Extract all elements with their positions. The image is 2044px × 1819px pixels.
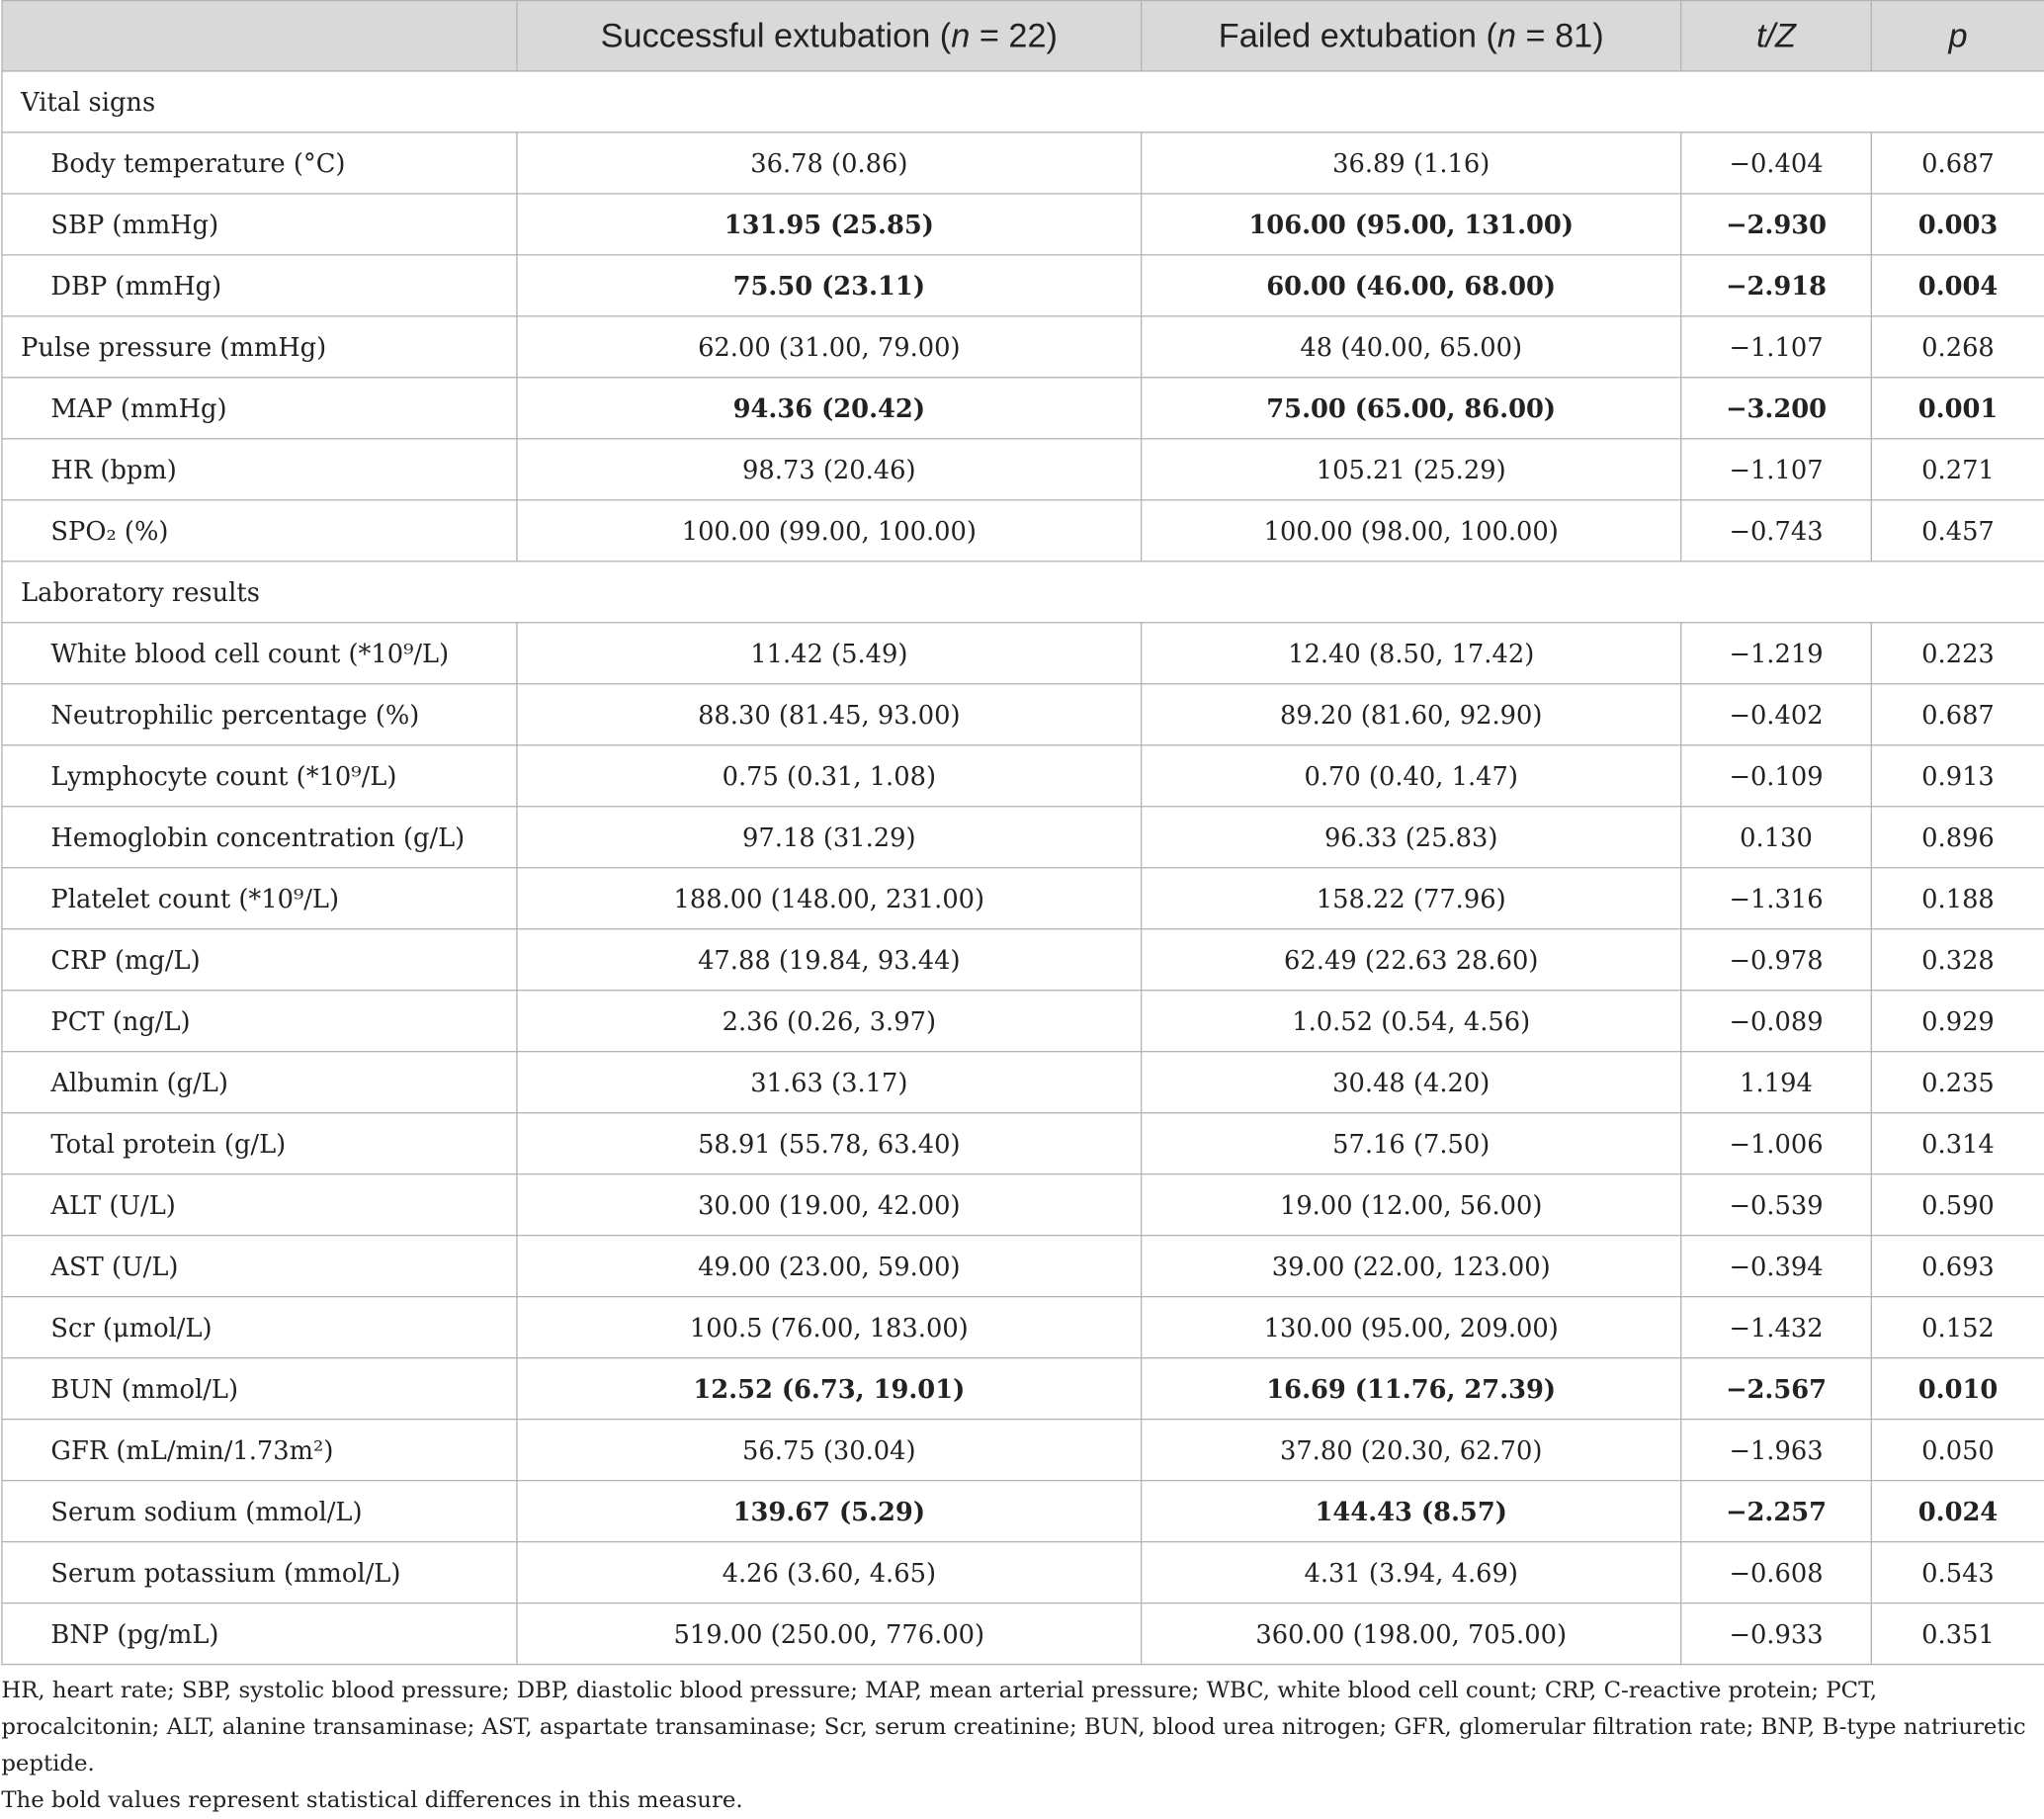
failed-value: 158.22 (77.96) [1142,868,1681,929]
p-value: 0.010 [1871,1358,2044,1420]
p-value: 0.050 [1871,1420,2044,1481]
section-row [2,71,2044,132]
table-row [2,623,2044,684]
failed-value: 360.00 (198.00, 705.00) [1142,1603,1681,1665]
p-value: 0.314 [1871,1113,2044,1174]
failed-value: 100.00 (98.00, 100.00) [1142,500,1681,562]
row-label: Serum sodium (mmol/L) [2,1481,517,1542]
successful-value: 519.00 (250.00, 776.00) [517,1603,1142,1665]
tz-value: −0.109 [1681,745,1872,807]
tz-value: −1.107 [1681,316,1872,378]
tz-value: −2.930 [1681,194,1872,255]
tz-value: −0.933 [1681,1603,1872,1665]
tz-value: −0.394 [1681,1236,1872,1297]
row-label: Albumin (g/L) [2,1052,517,1113]
tz-value: −2.918 [1681,255,1872,316]
failed-value: 144.43 (8.57) [1142,1481,1681,1542]
row-label: Pulse pressure (mmHg) [2,316,517,378]
successful-value: 62.00 (31.00, 79.00) [517,316,1142,378]
tz-value: −2.257 [1681,1481,1872,1542]
p-value: 0.024 [1871,1481,2044,1542]
row-label: ALT (U/L) [2,1174,517,1236]
header-empty [2,1,517,71]
successful-value: 100.5 (76.00, 183.00) [517,1297,1142,1358]
successful-value: 100.00 (99.00, 100.00) [517,500,1142,562]
row-label: DBP (mmHg) [2,255,517,316]
row-label: MAP (mmHg) [2,378,517,439]
header-successful: Successful extubation (n = 22) [517,1,1142,71]
p-value: 0.457 [1871,500,2044,562]
table-row [2,1174,2044,1236]
row-label: Hemoglobin concentration (g/L) [2,807,517,868]
table-row [2,316,2044,378]
table-row [2,1297,2044,1358]
p-value: 0.004 [1871,255,2044,316]
p-value: 0.001 [1871,378,2044,439]
footnote-abbreviations: HR, heart rate; SBP, systolic blood pressure; DBP, diastolic blood pressure; MAP, mean arterial pressure; WBC, white blood cell count; CRP, C-reactive protein; PCT, procalcitonin; ALT, alanine transaminase; AST, aspartate transaminase; Scr, serum creatinine; BUN, blood urea nitrogen; GFR, glomerular filtration rate; BNP, B-type natriuretic peptide. [1,1678,2026,1777]
p-value: 0.590 [1871,1174,2044,1236]
tz-value: −1.316 [1681,868,1872,929]
successful-value: 0.75 (0.31, 1.08) [517,745,1142,807]
tz-value: −1.963 [1681,1420,1872,1481]
successful-value: 2.36 (0.26, 3.97) [517,991,1142,1052]
failed-value: 48 (40.00, 65.00) [1142,316,1681,378]
successful-value: 30.00 (19.00, 42.00) [517,1174,1142,1236]
tz-value: −0.089 [1681,991,1872,1052]
row-label: Body temperature (°C) [2,132,517,194]
table-body [2,71,2044,1665]
failed-value: 75.00 (65.00, 86.00) [1142,378,1681,439]
p-value: 0.268 [1871,316,2044,378]
failed-value: 1.0.52 (0.54, 4.56) [1142,991,1681,1052]
table-row [2,255,2044,316]
failed-value: 4.31 (3.94, 4.69) [1142,1542,1681,1603]
failed-value: 16.69 (11.76, 27.39) [1142,1358,1681,1420]
p-value: 0.896 [1871,807,2044,868]
p-value: 0.687 [1871,684,2044,745]
successful-value: 31.63 (3.17) [517,1052,1142,1113]
header-p: p [1871,1,2044,71]
successful-value: 56.75 (30.04) [517,1420,1142,1481]
successful-value: 88.30 (81.45, 93.00) [517,684,1142,745]
p-value: 0.351 [1871,1603,2044,1665]
failed-value: 19.00 (12.00, 56.00) [1142,1174,1681,1236]
p-value: 0.003 [1871,194,2044,255]
table-row [2,868,2044,929]
row-label: CRP (mg/L) [2,929,517,991]
successful-value: 11.42 (5.49) [517,623,1142,684]
p-value: 0.188 [1871,868,2044,929]
table-row [2,929,2044,991]
tz-value: −1.107 [1681,439,1872,500]
table-row [2,500,2044,562]
failed-value: 106.00 (95.00, 131.00) [1142,194,1681,255]
table-row [2,1358,2044,1420]
row-label: Lymphocyte count (*10⁹/L) [2,745,517,807]
tz-value: −3.200 [1681,378,1872,439]
tz-value: −0.608 [1681,1542,1872,1603]
failed-value: 89.20 (81.60, 92.90) [1142,684,1681,745]
failed-value: 37.80 (20.30, 62.70) [1142,1420,1681,1481]
failed-value: 60.00 (46.00, 68.00) [1142,255,1681,316]
row-label: Scr (μmol/L) [2,1297,517,1358]
row-label: SPO₂ (%) [2,500,517,562]
tz-value: −0.404 [1681,132,1872,194]
p-value: 0.223 [1871,623,2044,684]
table-row [2,807,2044,868]
row-label: BNP (pg/mL) [2,1603,517,1665]
row-label: Neutrophilic percentage (%) [2,684,517,745]
failed-value: 96.33 (25.83) [1142,807,1681,868]
tz-value: −0.743 [1681,500,1872,562]
failed-value: 62.49 (22.63 28.60) [1142,929,1681,991]
successful-value: 94.36 (20.42) [517,378,1142,439]
successful-value: 131.95 (25.85) [517,194,1142,255]
successful-value: 188.00 (148.00, 231.00) [517,868,1142,929]
tz-value: −0.402 [1681,684,1872,745]
failed-value: 57.16 (7.50) [1142,1113,1681,1174]
section-row [2,562,2044,623]
table-row [2,1420,2044,1481]
tz-value: −1.432 [1681,1297,1872,1358]
tz-value: −2.567 [1681,1358,1872,1420]
p-value: 0.235 [1871,1052,2044,1113]
successful-value: 58.91 (55.78, 63.40) [517,1113,1142,1174]
tz-value: −0.539 [1681,1174,1872,1236]
table-row [2,1481,2044,1542]
row-label: Platelet count (*10⁹/L) [2,868,517,929]
footnote-bold: The bold values represent statistical differences in this measure. [1,1787,743,1814]
failed-value: 39.00 (22.00, 123.00) [1142,1236,1681,1297]
p-value: 0.271 [1871,439,2044,500]
row-label: PCT (ng/L) [2,991,517,1052]
row-label: White blood cell count (*10⁹/L) [2,623,517,684]
header-tz: t/Z [1681,1,1872,71]
header-failed: Failed extubation (n = 81) [1142,1,1681,71]
table-row [2,132,2044,194]
table-row [2,745,2044,807]
tz-value: 1.194 [1681,1052,1872,1113]
table-row [2,1113,2044,1174]
successful-value: 97.18 (31.29) [517,807,1142,868]
tz-value: −0.978 [1681,929,1872,991]
row-label: HR (bpm) [2,439,517,500]
p-value: 0.929 [1871,991,2044,1052]
successful-value: 139.67 (5.29) [517,1481,1142,1542]
successful-value: 49.00 (23.00, 59.00) [517,1236,1142,1297]
tz-value: −1.006 [1681,1113,1872,1174]
failed-value: 12.40 (8.50, 17.42) [1142,623,1681,684]
p-value: 0.693 [1871,1236,2044,1297]
table-row [2,1603,2044,1665]
row-label: GFR (mL/min/1.73m²) [2,1420,517,1481]
row-label: SBP (mmHg) [2,194,517,255]
failed-value: 0.70 (0.40, 1.47) [1142,745,1681,807]
failed-value: 30.48 (4.20) [1142,1052,1681,1113]
table-row [2,684,2044,745]
successful-value: 12.52 (6.73, 19.01) [517,1358,1142,1420]
failed-value: 36.89 (1.16) [1142,132,1681,194]
section-title: Laboratory results [2,562,2044,623]
section-title: Vital signs [2,71,2044,132]
header-row [2,1,2044,71]
row-label: Serum potassium (mmol/L) [2,1542,517,1603]
successful-value: 98.73 (20.46) [517,439,1142,500]
p-value: 0.687 [1871,132,2044,194]
p-value: 0.328 [1871,929,2044,991]
p-value: 0.152 [1871,1297,2044,1358]
successful-value: 36.78 (0.86) [517,132,1142,194]
tz-value: −1.219 [1681,623,1872,684]
row-label: Total protein (g/L) [2,1113,517,1174]
p-value: 0.543 [1871,1542,2044,1603]
successful-value: 47.88 (19.84, 93.44) [517,929,1142,991]
table-row [2,1052,2044,1113]
table-row [2,439,2044,500]
failed-value: 105.21 (25.29) [1142,439,1681,500]
table-row [2,1542,2044,1603]
table-row [2,991,2044,1052]
row-label: AST (U/L) [2,1236,517,1297]
results-table [1,0,2044,1665]
failed-value: 130.00 (95.00, 209.00) [1142,1297,1681,1358]
p-value: 0.913 [1871,745,2044,807]
table-row [2,378,2044,439]
table-row [2,194,2044,255]
tz-value: 0.130 [1681,807,1872,868]
successful-value: 4.26 (3.60, 4.65) [517,1542,1142,1603]
table-row [2,1236,2044,1297]
successful-value: 75.50 (23.11) [517,255,1142,316]
row-label: BUN (mmol/L) [2,1358,517,1420]
